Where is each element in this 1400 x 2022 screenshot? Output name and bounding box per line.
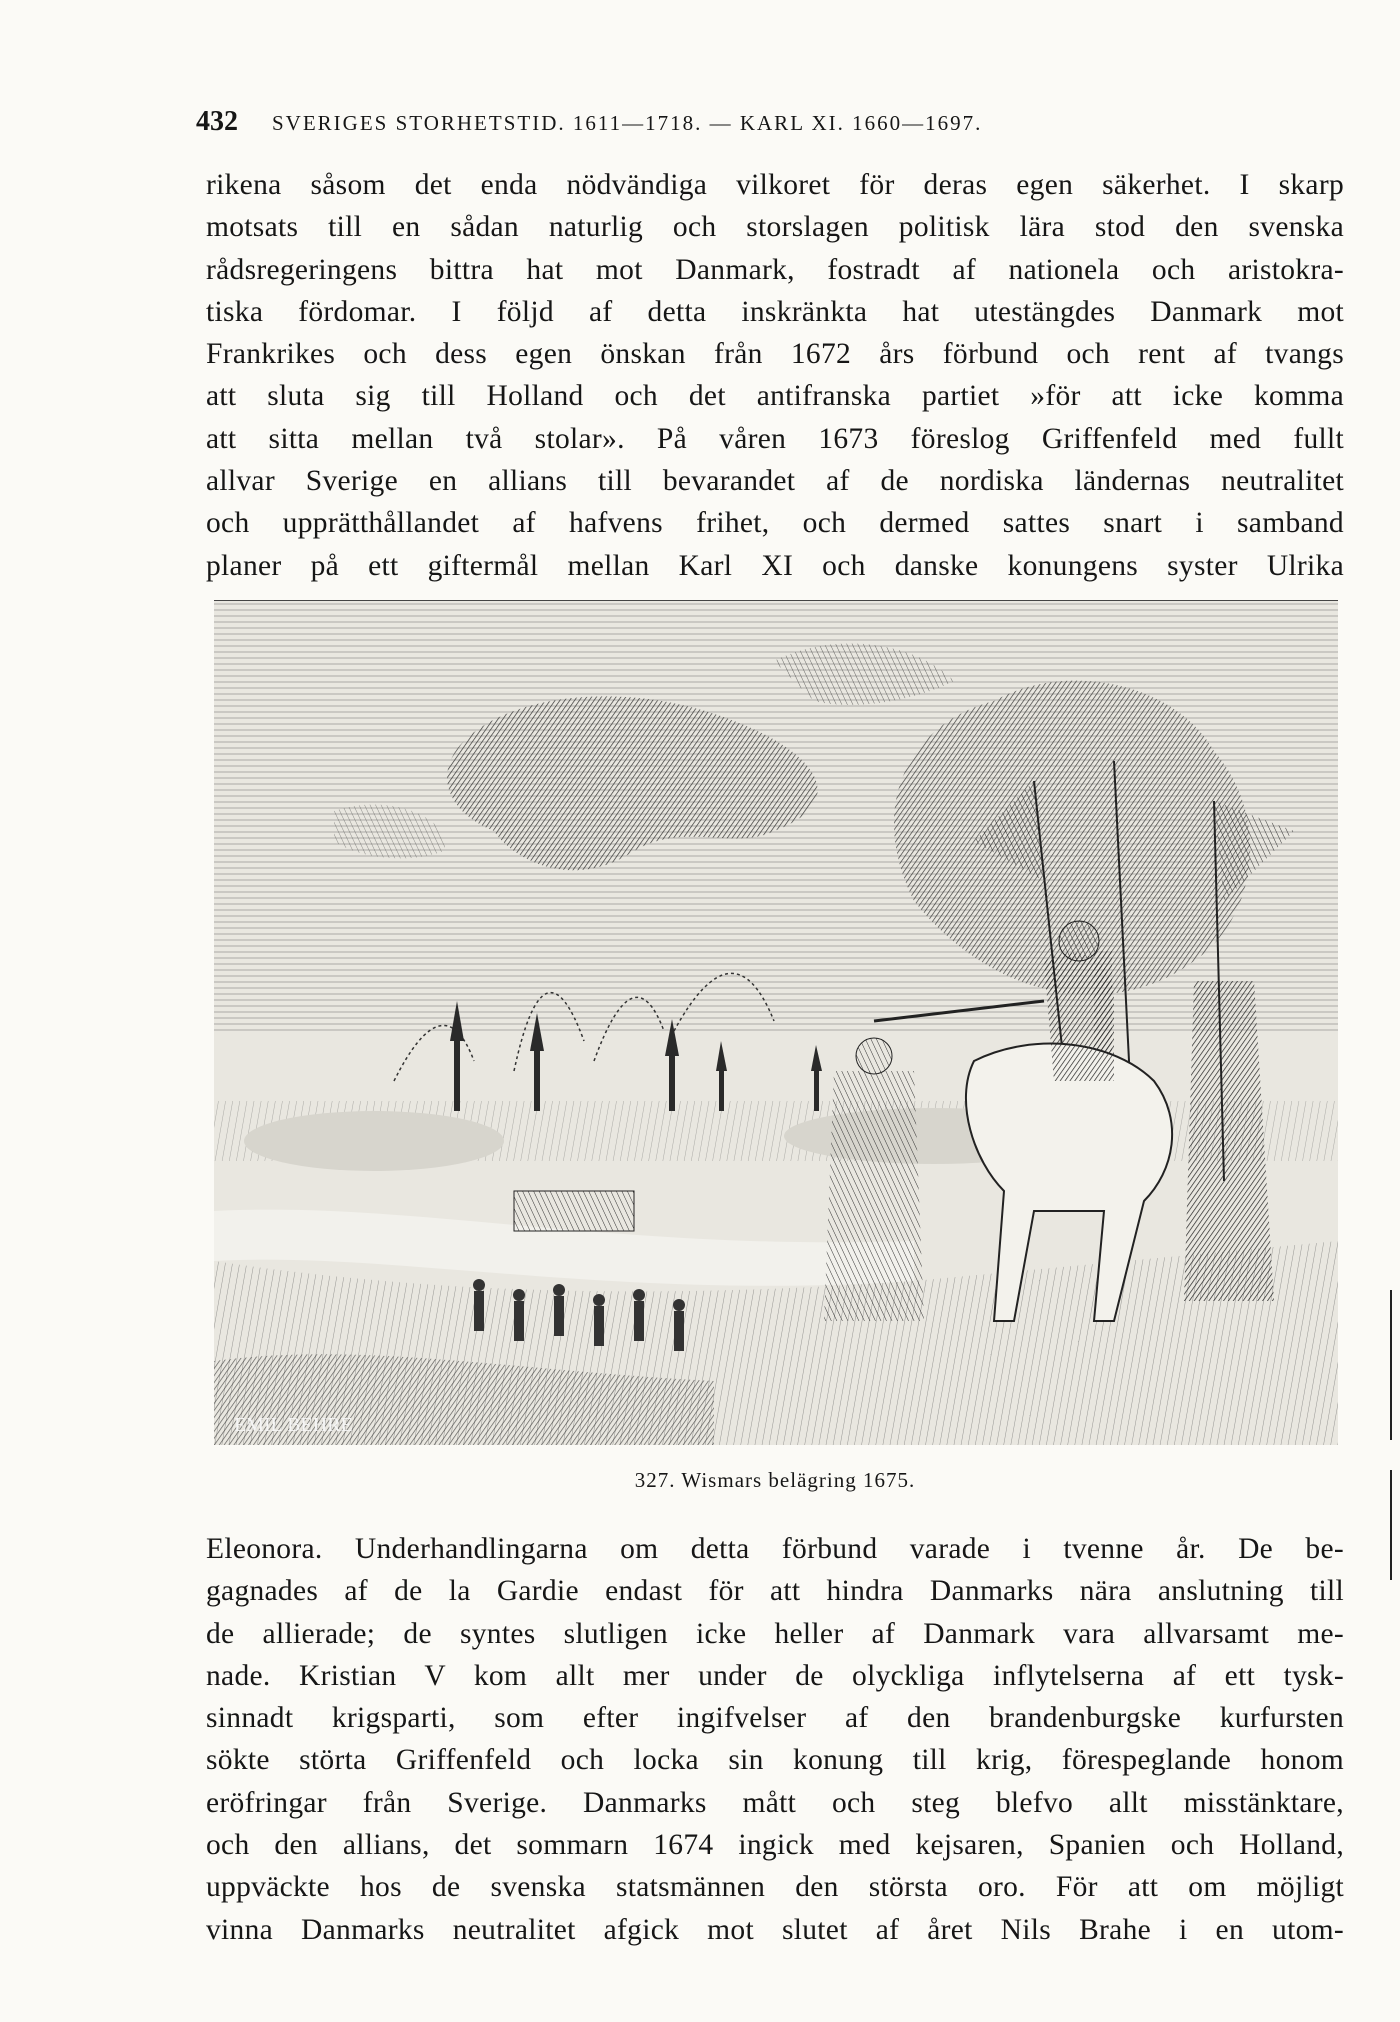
siege-of-wismar-engraving	[214, 601, 1338, 1445]
running-title: SVERIGES STORHETSTID. 1611—1718. — KARL XI. 1660—1697.	[272, 111, 983, 135]
text-line: allvar Sverige en allians till bevarandet af de nordiska ländernas neutralitet	[206, 465, 1344, 498]
engraving-illustration	[214, 600, 1338, 1445]
text-line: eröfringar från Sverige. Danmarks mått och steg blefvo allt misstänktare,	[206, 1786, 1344, 1819]
text-line: vinna Danmarks neutralitet afgick mot slutet af året Nils Brahe i en utom-	[206, 1913, 1344, 1946]
figure-caption: 327. Wismars belägring 1675.	[634, 1468, 916, 1492]
text-line: sökte störta Griffenfeld och locka sin konung till krig, förespeglande honom	[206, 1744, 1344, 1777]
text-line: att sitta mellan två stolar». På våren 1673 föreslog Griffenfeld med fullt	[206, 422, 1344, 455]
text-line: rikena såsom det enda nödvändiga vilkoret för deras egen säkerhet. I skarp	[206, 169, 1344, 201]
text-line: uppväckte hos de svenska statsmännen den största oro. För att om möjligt	[206, 1871, 1344, 1904]
text-line: gagnades af de la Gardie endast för att hindra Danmarks nära anslutning till	[206, 1575, 1344, 1608]
running-header	[196, 106, 1236, 138]
page-number: 432	[196, 106, 238, 137]
text-line: planer på ett giftermål mellan Karl XI och danske konungens syster Ulrika	[206, 549, 1344, 582]
text-line: Frankrikes och dess egen önskan från 1672 års förbund och rent af tvangs	[206, 338, 1344, 371]
text-line: och upprätthållandet af hafvens frihet, och dermed sattes snart i samband	[206, 507, 1344, 540]
paragraph-top	[206, 164, 1344, 587]
text-line: att sluta sig till Holland och det antifranska partiet »för att icke komma	[206, 380, 1344, 413]
text-line: motsats till en sådan naturlig och storslagen politisk lära stod den svenska	[206, 211, 1344, 244]
paragraph-bottom	[206, 1528, 1344, 1951]
artist-signature: EMIL BEHRE	[234, 1414, 353, 1436]
text-line: nade. Kristian V kom allt mer under de olyckliga inflytelserna af ett tysk-	[206, 1659, 1344, 1692]
margin-rule	[1390, 1470, 1392, 1580]
text-line: tiska fördomar. I följd af detta inskränkta hat utestängdes Danmark mot	[206, 295, 1344, 328]
text-line: sinnadt krigsparti, som efter ingifvelser af den brandenburgske kurfursten	[206, 1702, 1344, 1735]
text-line: Eleonora. Underhandlingarna om detta förbund varade i tvenne år. De be-	[206, 1533, 1344, 1565]
margin-rule	[1390, 1290, 1392, 1440]
text-line: och den allians, det sommarn 1674 ingick med kejsaren, Spanien och Holland,	[206, 1829, 1344, 1862]
text-line: de allierade; de syntes slutligen icke heller af Danmark vara allvarsamt me-	[206, 1617, 1344, 1650]
text-line: rådsregeringens bittra hat mot Danmark, fostradt af nationela och aristokra-	[206, 253, 1344, 286]
